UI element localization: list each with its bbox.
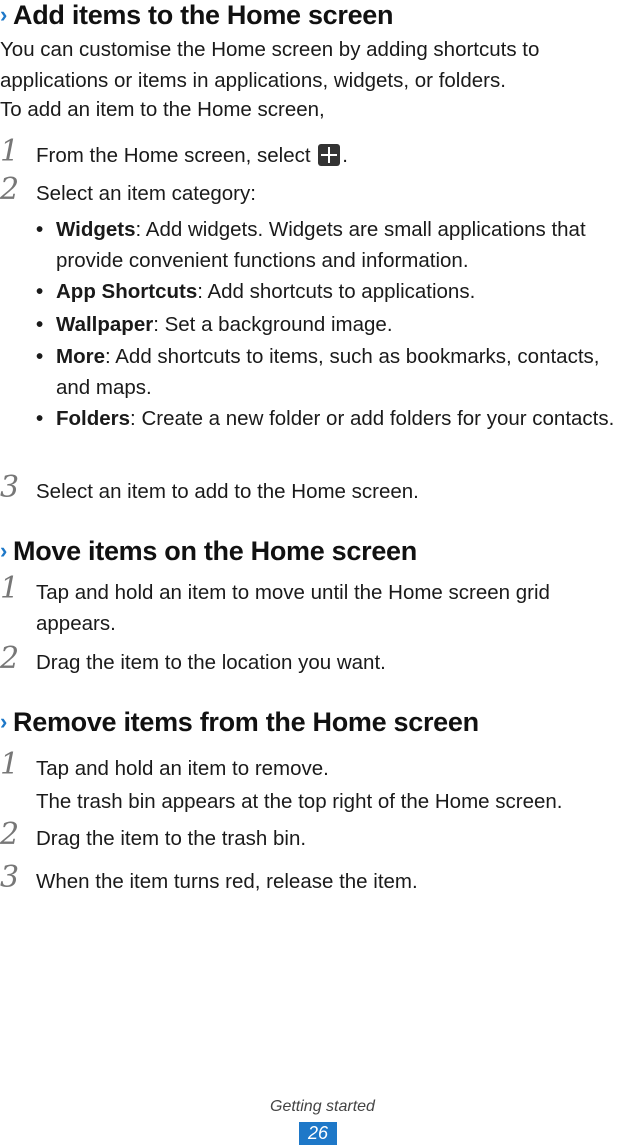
bullet-term: App Shortcuts (56, 280, 198, 303)
step-subtext: The trash bin appears at the top right of the Home screen. (36, 790, 563, 813)
step-number: 2 (0, 641, 20, 676)
chevron-icon: › (0, 2, 8, 27)
step-text: Select an item category: (36, 182, 256, 205)
footer-chapter-label: Getting started (270, 1098, 375, 1115)
step-number: 1 (0, 134, 20, 169)
step-text: Drag the item to the trash bin. (36, 827, 307, 850)
step-text: When the item turns red, release the item. (36, 870, 418, 893)
chevron-icon: › (0, 709, 8, 734)
step-number: 3 (0, 860, 20, 895)
step-text: Tap and hold an item to remove. (36, 757, 329, 780)
bullet-widgets (36, 214, 626, 276)
intro-paragraph: You can customise the Home screen by adding shortcuts to applications or items in applications, widgets, or folders. (0, 38, 540, 92)
bullet-desc: : Add shortcuts to applications. (197, 280, 476, 303)
bullet-desc: : Set a background image. (153, 313, 393, 336)
step-number: 2 (0, 817, 20, 852)
bullet-term: More (56, 345, 105, 368)
section-heading-add-items: › Add items to the Home screen (0, 0, 394, 30)
bullet-term: Widgets (56, 218, 136, 241)
bullet-desc: : Add widgets. Widgets are small applications that provide convenient functions and information. (56, 218, 586, 272)
bullet-dot: • (36, 313, 44, 336)
bullet-dot: • (36, 218, 44, 241)
bullet-term: Folders (56, 407, 131, 430)
bullet-desc: : Add shortcuts to items, such as bookmarks, contacts, and maps. (56, 345, 600, 399)
bullet-desc: : Create a new folder or add folders for your contacts. (130, 407, 615, 430)
step-number: 2 (0, 172, 20, 207)
plus-icon (318, 144, 340, 166)
step-text: From the Home screen, select (36, 144, 311, 167)
manual-page: › Add items to the Home screen You can customise the Home screen by adding shortcuts to applications or items in applications, widgets, or folders. To add an item to the Home screen, 1 From the Home screen, select . 2 Select an item category: • Widgets: Add widgets. Widgets are small applications that provide convenient functions and information. • App Shortcuts: Add shortcuts to applications. • Wallpaper: Set a background image. • More: Add shortcuts to items, such as bookmarks, contacts, and maps. • Folders: Create a new folder or add folders for your contacts. 3 Select an item to add to the Home screen. › Move items on the Home screen 1 Tap and hold an item to move until the Home screen grid appears. 2 Drag the item to the location you want. › Remove items from the Home screen 1 Tap and hold an item to remove. The trash bin appears at the top right of the Home screen. 2 Drag the item to the trash bin. 3 When the item turns red, release the item. Getting started 26 (0, 0, 629, 1145)
bullet-term: Wallpaper (56, 313, 154, 336)
section-heading-move-items: › Move items on the Home screen (0, 536, 417, 566)
chevron-icon: › (0, 538, 8, 563)
section-heading-remove-items: › Remove items from the Home screen (0, 707, 479, 737)
bullet-dot: • (36, 407, 44, 430)
intro-lead: To add an item to the Home screen, (0, 98, 325, 121)
step-number: 1 (0, 747, 20, 782)
step-text: Select an item to add to the Home screen. (36, 480, 419, 503)
step-number: 1 (0, 571, 20, 606)
step-text: Tap and hold an item to move until the Home screen grid appears. (36, 581, 550, 635)
step-text: Drag the item to the location you want. (36, 651, 386, 674)
page-number: 26 (299, 1122, 337, 1145)
step-number: 3 (0, 470, 20, 505)
bullet-dot: • (36, 280, 44, 303)
bullet-dot: • (36, 345, 44, 368)
